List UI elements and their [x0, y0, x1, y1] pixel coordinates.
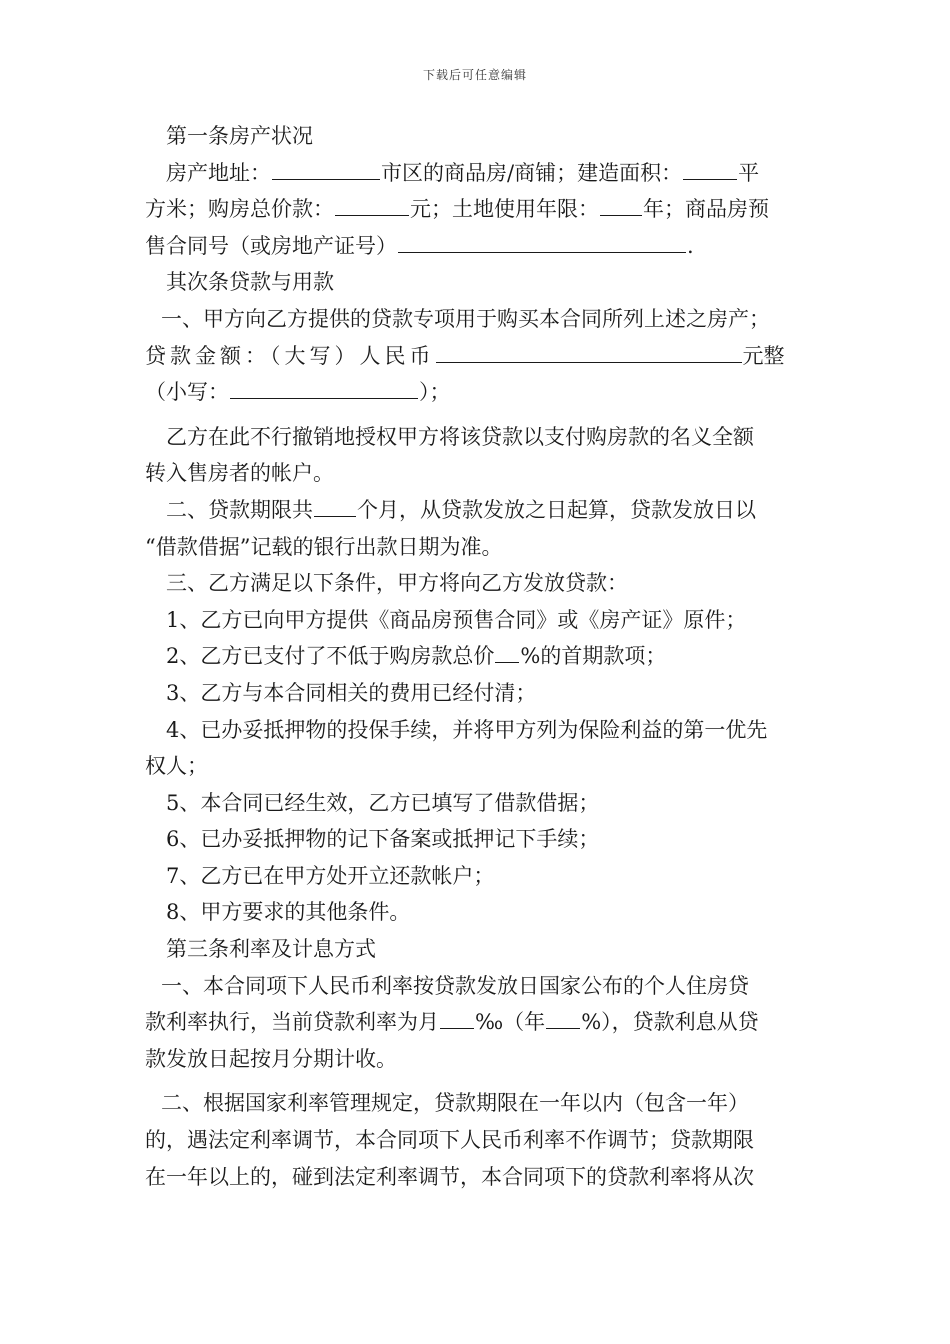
blank-field: [272, 160, 380, 180]
list-item: 3、乙方与本合同相关的费用已经付清；: [166, 680, 537, 705]
list-item: 7、乙方已在甲方处开立还款帐户；: [166, 863, 495, 888]
list-item-continued: 权人；: [145, 754, 208, 779]
paragraph-line: 二、贷款期限共 个月，从贷款发放之日起算，贷款发放日以: [166, 497, 756, 522]
section-title-1: 第一条房产状况: [166, 124, 313, 148]
blank-field: [683, 160, 737, 180]
list-item: 5、本合同已经生效，乙方已填写了借款借据；: [166, 790, 600, 815]
paragraph-line: 三、乙方满足以下条件，甲方将向乙方发放贷款：: [166, 571, 628, 596]
blank-field: [230, 379, 418, 399]
paragraph-line: 一、本合同项下人民币利率按贷款发放日国家公布的个人住房贷: [161, 973, 749, 998]
paragraph-line: “借款借据”记载的银行出款日期为准。: [145, 534, 503, 559]
blank-field: [495, 643, 519, 663]
list-item: 1、乙方已向甲方提供《商品房预售合同》或《房产证》原件；: [166, 607, 747, 632]
paragraph-line: 一、甲方向乙方提供的贷款专项用于购买本合同所列上述之房产；: [161, 306, 770, 331]
section-title-2: 其次条贷款与用款: [166, 270, 334, 295]
paragraph-line: （小写： ）；: [145, 380, 451, 405]
page-header: 下载后可任意编辑: [422, 68, 527, 82]
paragraph-line: 方米；购房总价款： 元；土地使用年限： 年；商品房预: [145, 197, 769, 222]
blank-field: [546, 1009, 580, 1029]
blank-field: [600, 196, 642, 216]
blank-field: [398, 233, 686, 253]
blank-field: [314, 497, 356, 517]
list-item: 6、已办妥抵押物的记下备案或抵押记下手续；: [166, 827, 600, 852]
blank-field: [440, 1009, 474, 1029]
contract-body: [145, 118, 810, 1195]
section-title-3: 第三条利率及计息方式: [166, 937, 376, 962]
list-item: 2、乙方已支付了不低于购房款总价 %的首期款项；: [166, 644, 667, 669]
blank-field: [436, 343, 742, 363]
paragraph-line: 房产地址： 市区的商品房/商铺；建造面积： 平: [166, 160, 760, 185]
paragraph-line: 贷款金额：（大写）人民币 元整: [145, 343, 785, 368]
paragraph-line: 售合同号（或房地产证号） .: [145, 233, 694, 258]
paragraph-line: 转入售房者的帐户。: [145, 461, 334, 486]
paragraph-line: 乙方在此不行撤销地授权甲方将该贷款以支付购房款的名义全额: [166, 424, 754, 449]
paragraph-line: 款利率执行，当前贷款利率为月 ‰（年 %），贷款利息从贷: [145, 1010, 759, 1035]
paragraph-line: 款发放日起按月分期计收。: [145, 1046, 397, 1071]
paragraph-line: 二、根据国家利率管理规定，贷款期限在一年以内（包含一年）: [161, 1091, 749, 1116]
list-item: 8、甲方要求的其他条件。: [166, 900, 411, 925]
blank-field: [335, 196, 409, 216]
list-item: 4、已办妥抵押物的投保手续，并将甲方列为保险利益的第一优先: [166, 717, 768, 742]
paragraph-line: 在一年以上的，碰到法定利率调节，本合同项下的贷款利率将从次: [145, 1164, 754, 1189]
paragraph-line: 的，遇法定利率调节，本合同项下人民币利率不作调节；贷款期限: [145, 1128, 754, 1153]
